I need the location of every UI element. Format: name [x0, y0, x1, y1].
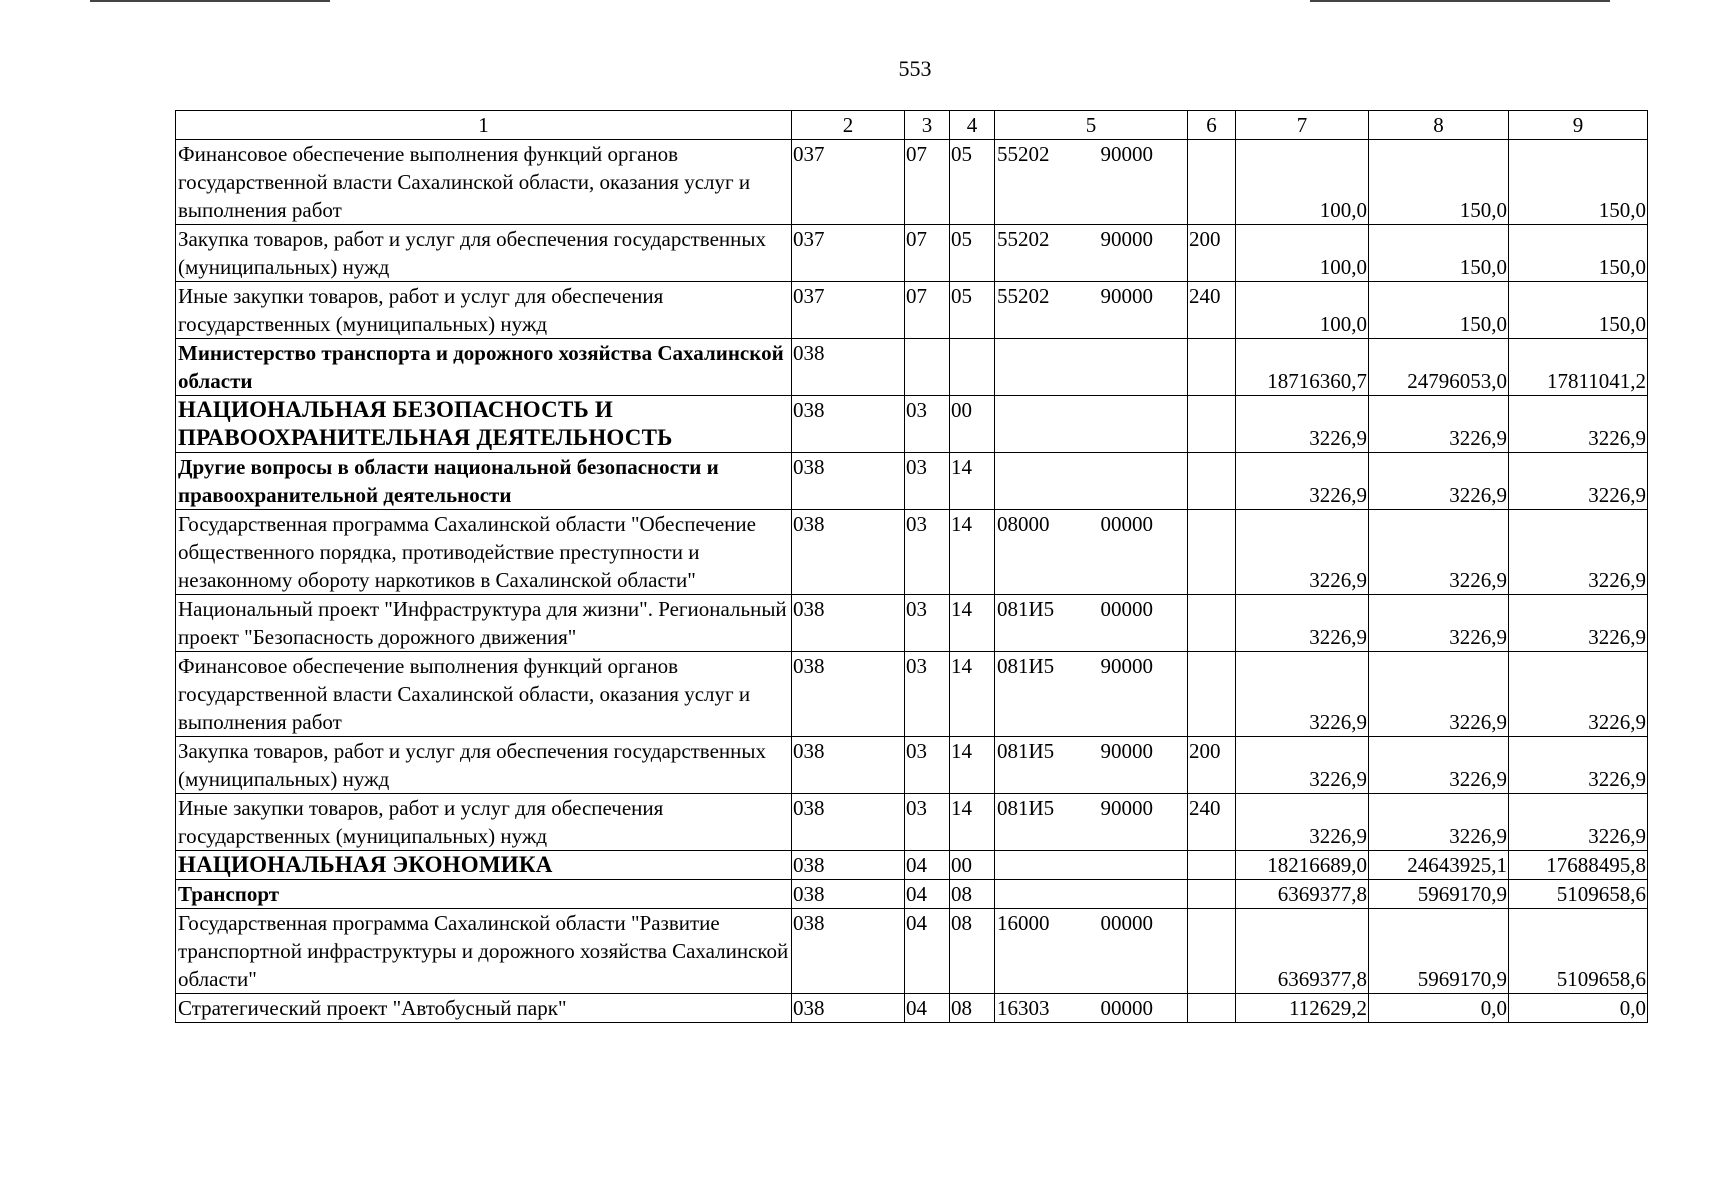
header-cell: 7: [1236, 111, 1369, 140]
col4-subsection-cell: 05: [950, 225, 995, 282]
col2-code-cell: 038: [792, 880, 905, 909]
header-cell: 6: [1188, 111, 1236, 140]
target-code-direction: 00000: [1100, 512, 1153, 536]
table-row: [176, 880, 1648, 909]
col6-expense-type-cell: [1188, 396, 1236, 453]
row-name-cell: Государственная программа Сахалинской области "Обеспечение общественного порядка, противодействие преступности и незаконному обороту наркотиков в Сахалинской области": [176, 510, 792, 595]
col4-subsection-cell: 14: [950, 737, 995, 794]
col7-amount-cell: 6369377,8: [1236, 909, 1369, 994]
col2-code-cell: 038: [792, 794, 905, 851]
col4-subsection-cell: 00: [950, 396, 995, 453]
col6-expense-type-cell: [1188, 510, 1236, 595]
target-code-program: 16000: [997, 911, 1050, 935]
col7-amount-cell: 3226,9: [1236, 453, 1369, 510]
col4-subsection-cell: 08: [950, 909, 995, 994]
col5-target-code-cell: [995, 994, 1188, 1023]
row-name-cell: Национальный проект "Инфраструктура для жизни". Региональный проект "Безопасность дорожного движения": [176, 595, 792, 652]
row-name-cell: Другие вопросы в области национальной безопасности и правоохранительной деятельности: [176, 453, 792, 510]
top-rule-left: [90, 0, 330, 2]
row-name-cell: Закупка товаров, работ и услуг для обеспечения государственных (муниципальных) нужд: [176, 225, 792, 282]
table-row: [176, 794, 1648, 851]
budget-table: [175, 110, 1648, 1023]
col3-section-cell: 07: [905, 140, 950, 225]
col8-amount-cell: 24643925,1: [1369, 851, 1509, 880]
target-code-direction: 90000: [1100, 654, 1153, 678]
header-cell: 8: [1369, 111, 1509, 140]
table-row: [176, 453, 1648, 510]
col7-amount-cell: 3226,9: [1236, 595, 1369, 652]
col6-expense-type-cell: 240: [1188, 282, 1236, 339]
col3-section-cell: 04: [905, 994, 950, 1023]
row-name-cell: Финансовое обеспечение выполнения функций органов государственной власти Сахалинской области, оказания услуг и выполнения работ: [176, 140, 792, 225]
col7-amount-cell: 3226,9: [1236, 396, 1369, 453]
top-rule-right: [1310, 0, 1610, 2]
col2-code-cell: 037: [792, 282, 905, 339]
target-code-direction: 90000: [1100, 284, 1153, 308]
row-name-cell: Иные закупки товаров, работ и услуг для обеспечения государственных (муниципальных) нужд: [176, 282, 792, 339]
col3-section-cell: 04: [905, 909, 950, 994]
col2-code-cell: 038: [792, 851, 905, 880]
table-row: [176, 851, 1648, 880]
col7-amount-cell: 6369377,8: [1236, 880, 1369, 909]
col3-section-cell: 04: [905, 880, 950, 909]
target-code-program: 55202: [997, 284, 1050, 308]
col7-amount-cell: 100,0: [1236, 140, 1369, 225]
col8-amount-cell: 3226,9: [1369, 510, 1509, 595]
table-row: [176, 510, 1648, 595]
col6-expense-type-cell: [1188, 453, 1236, 510]
row-name-cell: Министерство транспорта и дорожного хозяйства Сахалинской области: [176, 339, 792, 396]
col9-amount-cell: 5109658,6: [1509, 909, 1648, 994]
row-name-cell: Стратегический проект "Автобусный парк": [176, 994, 792, 1023]
col4-subsection-cell: 08: [950, 994, 995, 1023]
target-code-program: 081И5: [997, 597, 1055, 621]
row-name-cell: Транспорт: [176, 880, 792, 909]
col8-amount-cell: 150,0: [1369, 282, 1509, 339]
col3-section-cell: [905, 339, 950, 396]
col5-target-code-cell: [995, 396, 1188, 453]
col6-expense-type-cell: [1188, 880, 1236, 909]
col7-amount-cell: 3226,9: [1236, 510, 1369, 595]
target-code-program: 16303: [997, 996, 1050, 1020]
col7-amount-cell: 18216689,0: [1236, 851, 1369, 880]
col5-target-code-cell: [995, 880, 1188, 909]
col9-amount-cell: 17811041,2: [1509, 339, 1648, 396]
col3-section-cell: 07: [905, 225, 950, 282]
col2-code-cell: 038: [792, 339, 905, 396]
col9-amount-cell: 150,0: [1509, 225, 1648, 282]
col8-amount-cell: 5969170,9: [1369, 880, 1509, 909]
target-code-program: 081И5: [997, 796, 1055, 820]
col8-amount-cell: 0,0: [1369, 994, 1509, 1023]
table-row: [176, 225, 1648, 282]
col8-amount-cell: 150,0: [1369, 140, 1509, 225]
col9-amount-cell: 0,0: [1509, 994, 1648, 1023]
col2-code-cell: 038: [792, 595, 905, 652]
col9-amount-cell: 3226,9: [1509, 396, 1648, 453]
col4-subsection-cell: [950, 339, 995, 396]
table-row: [176, 339, 1648, 396]
table-row: [176, 909, 1648, 994]
page-number: 553: [898, 56, 932, 81]
row-name-cell: НАЦИОНАЛЬНАЯ ЭКОНОМИКА: [176, 851, 792, 880]
col8-amount-cell: 150,0: [1369, 225, 1509, 282]
col4-subsection-cell: 05: [950, 140, 995, 225]
col2-code-cell: 038: [792, 453, 905, 510]
col9-amount-cell: 3226,9: [1509, 737, 1648, 794]
table-row: [176, 282, 1648, 339]
col5-target-code-cell: [995, 510, 1188, 595]
target-code-direction: 90000: [1100, 796, 1153, 820]
col7-amount-cell: 3226,9: [1236, 737, 1369, 794]
table-row: [176, 652, 1648, 737]
col3-section-cell: 03: [905, 652, 950, 737]
target-code-direction: 00000: [1100, 996, 1153, 1020]
col5-target-code-cell: [995, 453, 1188, 510]
col9-amount-cell: 3226,9: [1509, 652, 1648, 737]
header-cell: 2: [792, 111, 905, 140]
col6-expense-type-cell: [1188, 339, 1236, 396]
col4-subsection-cell: 14: [950, 794, 995, 851]
col5-target-code-cell: [995, 737, 1188, 794]
col4-subsection-cell: 14: [950, 652, 995, 737]
target-code-direction: 90000: [1100, 142, 1153, 166]
col4-subsection-cell: 05: [950, 282, 995, 339]
col7-amount-cell: 100,0: [1236, 225, 1369, 282]
col5-target-code-cell: [995, 909, 1188, 994]
col3-section-cell: 03: [905, 453, 950, 510]
header-cell: 1: [176, 111, 792, 140]
row-name-cell: Государственная программа Сахалинской области "Развитие транспортной инфраструктуры и дорожного хозяйства Сахалинской области": [176, 909, 792, 994]
col9-amount-cell: 150,0: [1509, 140, 1648, 225]
header-row: [176, 111, 1648, 140]
col6-expense-type-cell: [1188, 994, 1236, 1023]
table-row: [176, 140, 1648, 225]
col4-subsection-cell: 00: [950, 851, 995, 880]
table-row: [176, 994, 1648, 1023]
target-code-program: 55202: [997, 142, 1050, 166]
col9-amount-cell: 3226,9: [1509, 453, 1648, 510]
col5-target-code-cell: [995, 851, 1188, 880]
col6-expense-type-cell: [1188, 595, 1236, 652]
target-code-direction: 00000: [1100, 597, 1153, 621]
col4-subsection-cell: 14: [950, 595, 995, 652]
col7-amount-cell: 3226,9: [1236, 794, 1369, 851]
col6-expense-type-cell: 200: [1188, 225, 1236, 282]
target-code-program: 081И5: [997, 739, 1055, 763]
target-code-direction: 00000: [1100, 911, 1153, 935]
col3-section-cell: 04: [905, 851, 950, 880]
col5-target-code-cell: [995, 282, 1188, 339]
col2-code-cell: 038: [792, 909, 905, 994]
col4-subsection-cell: 08: [950, 880, 995, 909]
col4-subsection-cell: 14: [950, 510, 995, 595]
target-code-direction: 90000: [1100, 739, 1153, 763]
col8-amount-cell: 24796053,0: [1369, 339, 1509, 396]
col8-amount-cell: 5969170,9: [1369, 909, 1509, 994]
col6-expense-type-cell: 240: [1188, 794, 1236, 851]
col8-amount-cell: 3226,9: [1369, 737, 1509, 794]
row-name-cell: Закупка товаров, работ и услуг для обеспечения государственных (муниципальных) нужд: [176, 737, 792, 794]
header-cell: 5: [995, 111, 1188, 140]
header-cell: 4: [950, 111, 995, 140]
col3-section-cell: 03: [905, 595, 950, 652]
col3-section-cell: 07: [905, 282, 950, 339]
col7-amount-cell: 18716360,7: [1236, 339, 1369, 396]
col6-expense-type-cell: [1188, 909, 1236, 994]
col9-amount-cell: 3226,9: [1509, 510, 1648, 595]
col7-amount-cell: 3226,9: [1236, 652, 1369, 737]
col2-code-cell: 038: [792, 652, 905, 737]
col9-amount-cell: 5109658,6: [1509, 880, 1648, 909]
col2-code-cell: 037: [792, 225, 905, 282]
row-name-cell: Финансовое обеспечение выполнения функций органов государственной власти Сахалинской области, оказания услуг и выполнения работ: [176, 652, 792, 737]
col5-target-code-cell: [995, 339, 1188, 396]
col5-target-code-cell: [995, 794, 1188, 851]
col5-target-code-cell: [995, 225, 1188, 282]
col5-target-code-cell: [995, 595, 1188, 652]
col2-code-cell: 038: [792, 396, 905, 453]
col3-section-cell: 03: [905, 794, 950, 851]
col5-target-code-cell: [995, 652, 1188, 737]
col7-amount-cell: 100,0: [1236, 282, 1369, 339]
target-code-program: 55202: [997, 227, 1050, 251]
col9-amount-cell: 3226,9: [1509, 595, 1648, 652]
col6-expense-type-cell: [1188, 652, 1236, 737]
col2-code-cell: 038: [792, 510, 905, 595]
header-cell: 3: [905, 111, 950, 140]
row-name-cell: Иные закупки товаров, работ и услуг для обеспечения государственных (муниципальных) нужд: [176, 794, 792, 851]
col7-amount-cell: 112629,2: [1236, 994, 1369, 1023]
target-code-direction: 90000: [1100, 227, 1153, 251]
col8-amount-cell: 3226,9: [1369, 794, 1509, 851]
row-name-cell: НАЦИОНАЛЬНАЯ БЕЗОПАСНОСТЬ И ПРАВООХРАНИТЕЛЬНАЯ ДЕЯТЕЛЬНОСТЬ: [176, 396, 792, 453]
col6-expense-type-cell: [1188, 140, 1236, 225]
col2-code-cell: 038: [792, 737, 905, 794]
col6-expense-type-cell: [1188, 851, 1236, 880]
table-row: [176, 396, 1648, 453]
col8-amount-cell: 3226,9: [1369, 453, 1509, 510]
col2-code-cell: 038: [792, 994, 905, 1023]
col8-amount-cell: 3226,9: [1369, 595, 1509, 652]
col3-section-cell: 03: [905, 396, 950, 453]
col8-amount-cell: 3226,9: [1369, 652, 1509, 737]
col9-amount-cell: 3226,9: [1509, 794, 1648, 851]
header-cell: 9: [1509, 111, 1648, 140]
col8-amount-cell: 3226,9: [1369, 396, 1509, 453]
table-row: [176, 737, 1648, 794]
col4-subsection-cell: 14: [950, 453, 995, 510]
table-row: [176, 595, 1648, 652]
col5-target-code-cell: [995, 140, 1188, 225]
col3-section-cell: 03: [905, 737, 950, 794]
target-code-program: 08000: [997, 512, 1050, 536]
target-code-program: 081И5: [997, 654, 1055, 678]
col9-amount-cell: 150,0: [1509, 282, 1648, 339]
col6-expense-type-cell: 200: [1188, 737, 1236, 794]
col3-section-cell: 03: [905, 510, 950, 595]
col2-code-cell: 037: [792, 140, 905, 225]
col9-amount-cell: 17688495,8: [1509, 851, 1648, 880]
